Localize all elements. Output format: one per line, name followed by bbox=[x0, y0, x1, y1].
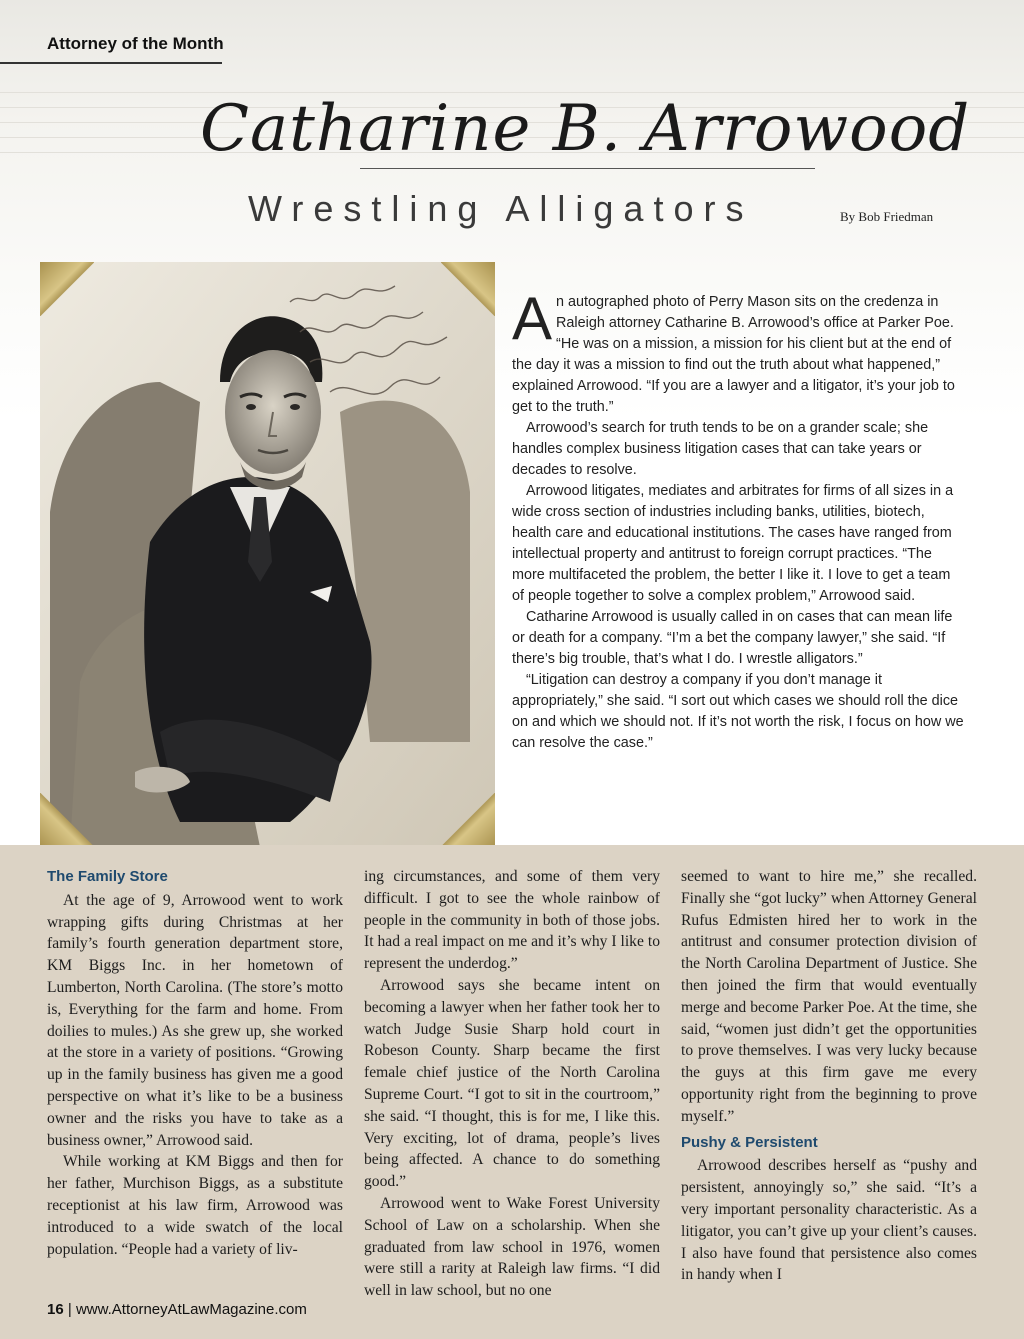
body-paragraph: Arrowood says she became intent on becoming a lawyer when her father took her to watch Judge Susie Sharp hold court in Robeson County. Sharp became the first female chief justice of the North Carolina Supreme Court. “I got to sit in the courtroom,” she said. “I thought, this is for me, I like this. Very exciting, lot of drama, people’s lives being affected. A chance to do something good.” bbox=[364, 976, 660, 1191]
section-rule bbox=[0, 62, 222, 64]
byline: By Bob Friedman bbox=[840, 209, 934, 224]
article-title-name: Catharine B. Arrowood bbox=[200, 92, 971, 166]
body-column-3 bbox=[681, 866, 977, 1286]
intro-paragraph: Arrowood’s search for truth tends to be on a grander scale; she handles complex business litigation cases that can take years or decades to resolve. bbox=[512, 420, 929, 478]
autographed-portrait-photo-icon bbox=[40, 262, 495, 847]
drop-cap: A bbox=[512, 285, 553, 352]
photo-corner-top-right bbox=[441, 262, 495, 316]
intro-paragraph: Catharine Arrowood is usually called in on cases that can mean life or death for a company. “I’m a bet the company lawyer,” she said. “If there’s big trouble, that’s what I do. I wrestle alligators.” bbox=[512, 609, 953, 667]
intro-paragraph: Arrowood litigates, mediates and arbitrates for firms of all sizes in a wide cross section of industries including banks, utilities, biotech, health care and educational institutions. The cases have ranged from intellectual property and antitrust to foreign corrupt practices. “The more multifaceted the problem, the better I like it. I love to get a team of people together to solve a complex problem,” Arrowood said. bbox=[512, 483, 954, 604]
body-paragraph: At the age of 9, Arrowood went to work wrapping gifts during Christmas at her family’s fourth generation department store, KM Biggs Inc. in her hometown of Lumberton, North Carolina. (The store’s motto is, Everything for the farm and home. From doilies to mules.) As she grew up, she worked at the store in a variety of positions. “Growing up in the family business has given me a good perspective on what it’s like to be a business owner and the risks you have to take as a business owner,” Arrowood said. bbox=[47, 891, 343, 1149]
body-paragraph: Arrowood describes herself as “pushy and persistent, annoyingly so,” she said. “It’s a very important personality characteristic. As a litigator, you can’t give up your client’s causes. I also have found that persistence also comes in handy when I bbox=[681, 1157, 977, 1284]
footer-website-link[interactable]: www.AttorneyAtLawMagazine.com bbox=[75, 1301, 307, 1318]
body-paragraph: ing circumstances, and some of them very difficult. I got to see the whole rainbow of people in the community in both of those jobs. It had a real impact on me and it’s why I like to represent the underdog.” bbox=[364, 868, 660, 973]
section-heading-family-store: The Family Store bbox=[47, 868, 168, 885]
intro-paragraph: An autographed photo of Perry Mason sits on the credenza in Raleigh attorney Catharine B. Arrowood’s office at Parker Poe. “He was on a mission, a mission for his client but at the end of the day it was a mission to find out the truth about what happened,” explained Arrowood. “If you are a lawyer and a litigator, it’s your job to get to the truth.” bbox=[512, 285, 955, 415]
body-column-1 bbox=[47, 866, 343, 1260]
article-subtitle: Wrestling Alligators bbox=[248, 188, 754, 229]
page-footer bbox=[47, 1301, 307, 1318]
intro-text bbox=[512, 285, 964, 754]
page-number: 16 bbox=[47, 1301, 64, 1318]
body-paragraph: seemed to want to hire me,” she recalled. Finally she “got lucky” when Attorney General Rufus Edmisten hired her to work in the antitrust and consumer protection division of the North Carolina Department of Justice. She then joined the firm that would eventually merge and become Parker Poe. At the time, she said, “women just didn’t get the opportunities to prove themselves. I was very lucky because the guys at this firm gave me every opportunity right from the beginning to prove myself.” bbox=[681, 868, 977, 1125]
footer-separator: | bbox=[67, 1301, 72, 1318]
photo-corner-top-left bbox=[40, 262, 94, 316]
title-rule bbox=[360, 168, 815, 169]
body-paragraph: Arrowood went to Wake Forest University School of Law on a scholarship. When she graduated from law school in 1976, women were still a rarity at Raleigh law firms. “I did well in law school, but no one bbox=[364, 1194, 660, 1300]
intro-paragraph: “Litigation can destroy a company if you don’t manage it appropriately,” she said. “I sort out which cases we should roll the dice on and which we should not. If it’s not worth the risk, I focus on how we can resolve the case.” bbox=[512, 672, 964, 751]
body-column-2 bbox=[364, 866, 660, 1302]
section-label: Attorney of the Month bbox=[47, 34, 224, 53]
photo-corner-bottom-left bbox=[40, 793, 94, 847]
section-heading-pushy-persistent: Pushy & Persistent bbox=[681, 1133, 818, 1151]
portrait-photo bbox=[40, 262, 495, 847]
photo-corner-bottom-right bbox=[441, 793, 495, 847]
body-paragraph: While working at KM Biggs and then for her father, Murchison Biggs, as a substitute receptionist at his law firm, Arrowood was introduced to a wide swatch of the local population. “People had a variety of liv- bbox=[47, 1153, 343, 1258]
